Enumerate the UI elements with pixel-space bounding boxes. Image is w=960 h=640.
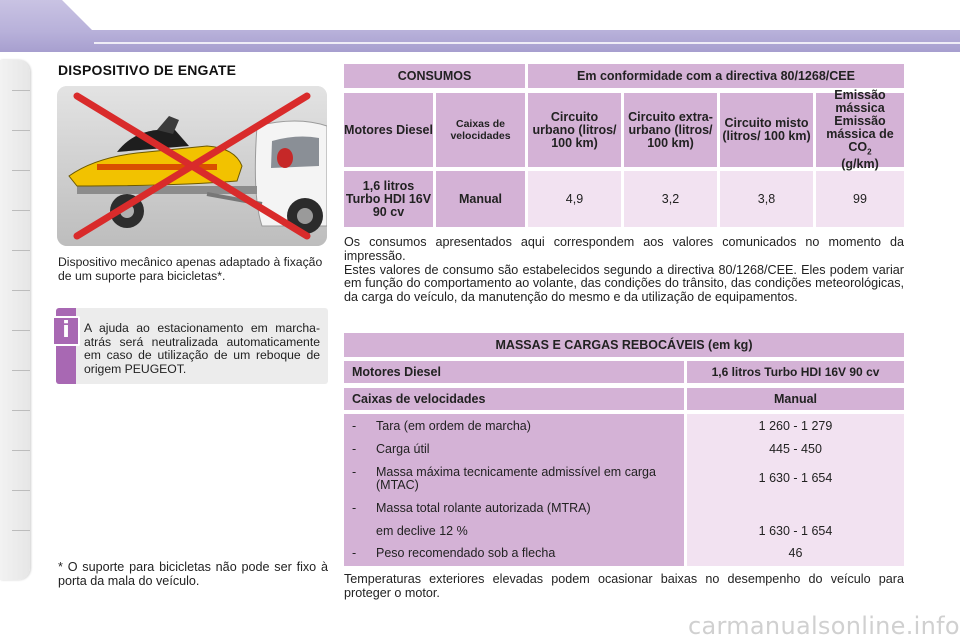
mass-row-label: Carga útil xyxy=(376,442,430,456)
mass-gearbox-value: Manual xyxy=(687,388,904,410)
value-mixed: 3,8 xyxy=(720,171,813,227)
value-urban: 4,9 xyxy=(528,171,621,227)
strip-tick xyxy=(12,410,30,411)
mass-gearbox-label: Caixas de velocidades xyxy=(344,388,684,410)
info-icon: i xyxy=(52,316,80,346)
mass-row-dash: - xyxy=(352,419,357,433)
top-banner-line xyxy=(94,42,960,44)
co2-unit: (g/km) xyxy=(841,157,879,172)
jetski-trailer-illustration xyxy=(57,86,327,246)
temperature-note: Temperaturas exteriores elevadas podem ocasionar baixas no desempenho do veículo para proteger o motor. xyxy=(344,572,904,600)
mass-row-value: 445 - 450 xyxy=(769,441,822,456)
co2-label: Emissão mássica Emissão mássica de $CO_2$ (g/km) xyxy=(826,87,894,172)
mass-row-label: em declive 12 % xyxy=(376,524,468,538)
mass-row-label: Massa total rolante autorizada (MTRA) xyxy=(376,501,591,515)
consumption-header: CONSUMOS xyxy=(344,64,525,88)
co2-text: Emissão mássica de CO xyxy=(826,113,894,154)
mass-row-value xyxy=(687,498,904,518)
mass-row-value: 1 630 - 1 654 xyxy=(758,470,833,485)
mass-table-title: MASSAS E CARGAS REBOCÁVEIS (em kg) xyxy=(344,333,904,357)
illustration-caption: Dispositivo mecânico apenas adaptado à fixação de um suporte para bicicletas*. xyxy=(58,255,323,283)
strip-tick xyxy=(12,330,30,331)
mass-row-value: 1 260 - 1 279 xyxy=(758,418,833,433)
row-gearbox: Manual xyxy=(436,171,525,227)
col-header-engine: Motores Diesel xyxy=(344,93,433,167)
col-header-extra-urban: Circuito extra- urbano (litros/ 100 km) xyxy=(624,93,717,167)
strip-tick xyxy=(12,450,30,451)
strip-tick xyxy=(12,210,30,211)
mass-row-label: Tara (em ordem de marcha) xyxy=(376,419,531,433)
strip-tick xyxy=(12,130,30,131)
mass-row-value: 46 xyxy=(788,545,803,560)
strip-tick xyxy=(12,290,30,291)
value-extra-urban: 3,2 xyxy=(624,171,717,227)
mass-engine-value: 1,6 litros Turbo HDI 16V 90 cv xyxy=(687,361,904,383)
mass-row-label: Massa máxima tecnicamente admissível em carga (MTAC) xyxy=(376,465,656,492)
mass-engine-label: Motores Diesel xyxy=(344,361,684,383)
consumption-note: Os consumos apresentados aqui correspondem aos valores comunicados no momento da impressão. Estes valores de consumo são estabelecidos segundo a directiva 80/1268/CEE. Eles podem variar em função do comportamento ao volante, das condições do trânsito, das condições meteorológicas, da carga do veículo, da manutenção do mesmo e da utilização de equipamentos. xyxy=(344,235,904,305)
strip-tick xyxy=(12,490,30,491)
directive-header: Em conformidade com a directiva 80/1268/CEE xyxy=(528,64,904,88)
col-header-urban: Circuito urbano (litros/ 100 km) xyxy=(528,93,621,167)
co2-subscript: 2 xyxy=(867,147,872,157)
mass-row-dash: - xyxy=(352,442,357,456)
info-text: A ajuda ao estacionamento em marcha-atrás será neutralizada automaticamente em caso de utilização de um reboque de origem PEUGEOT. xyxy=(84,321,320,376)
strip-tick xyxy=(12,250,30,251)
row-engine: 1,6 litros Turbo HDI 16V 90 cv xyxy=(344,171,433,227)
col-header-co2 xyxy=(816,87,904,172)
section-title: DISPOSITIVO DE ENGATE xyxy=(58,62,237,78)
mass-row-dash: - xyxy=(352,546,357,560)
towing-illustration xyxy=(57,86,327,246)
chapter-tab-strip xyxy=(0,60,30,580)
footnote: * O suporte para bicicletas não pode ser fixo à porta da mala do veículo. xyxy=(58,560,328,588)
mass-row-dash: - xyxy=(352,501,357,515)
strip-tick xyxy=(12,90,30,91)
col-header-mixed: Circuito misto (litros/ 100 km) xyxy=(720,93,813,167)
col-header-gearbox: Caixas de velocidades xyxy=(436,93,525,167)
value-co2: 99 xyxy=(816,171,904,227)
strip-tick xyxy=(12,170,30,171)
strip-tick xyxy=(12,530,30,531)
watermark: carmanualsonline.info xyxy=(688,612,960,640)
mass-row-value: 1 630 - 1 654 xyxy=(758,523,833,538)
mass-row-label: Peso recomendado sob a flecha xyxy=(376,546,556,560)
mass-row-dash: - xyxy=(352,465,357,479)
strip-tick xyxy=(12,370,30,371)
